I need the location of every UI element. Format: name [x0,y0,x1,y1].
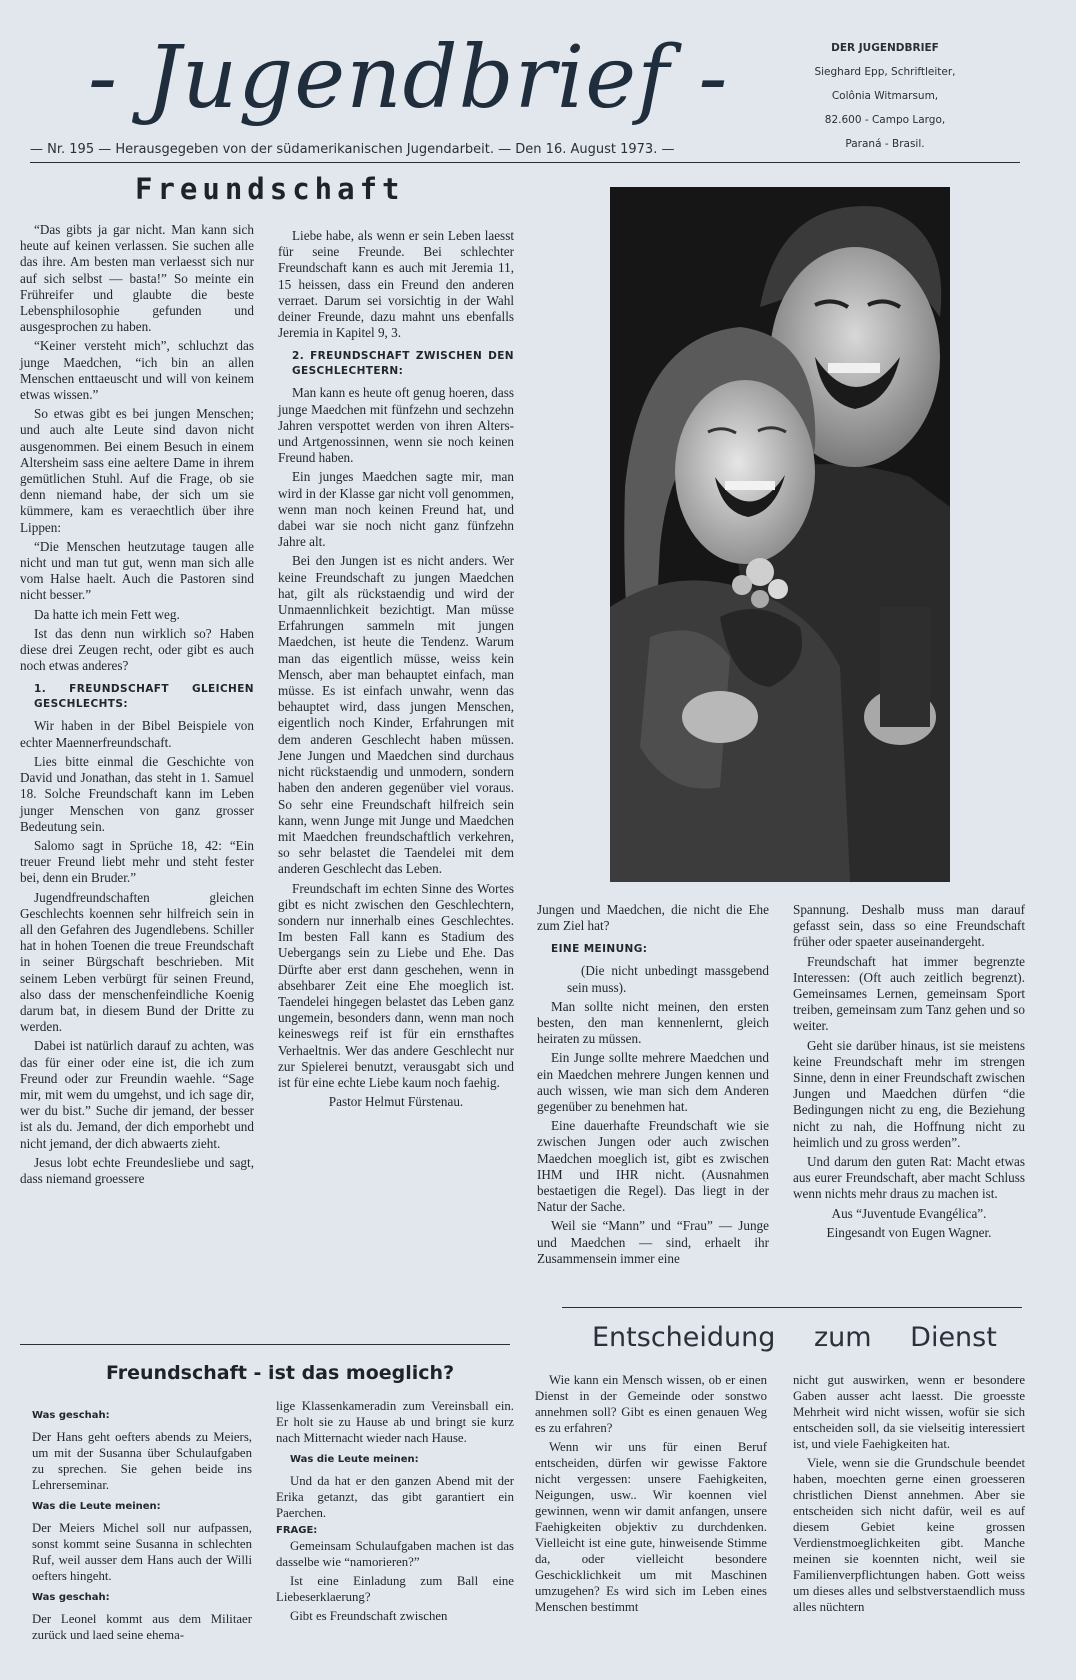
article2-column-right [276,1398,514,1627]
imprint-block [810,36,960,156]
paragraph: Gemeinsam Schulaufgaben machen ist das dasselbe wie “namorieren?” [276,1539,514,1569]
imprint-line: Paraná - Brasil. [845,138,925,150]
paragraph: “Das gibts ja gar nicht. Man kann sich heute auf keinen verlassen. Sie suchen alle das ihre. Am besten man verlaesst sich nur auf sich selbst — basta!” So meinte ein Frühreifer und glaubte die beste Lebensphilosophie gefunden und ausgesprochen zu haben. [20,222,254,335]
paragraph: Liebe habe, als wenn er sein Leben laesst für seine Freunde. Bei schlechter Freundschaft kann es auch mit Jeremia 11, 15 heissen, dass ein Freund den anderen verraet. Darum sei vorsichtig in der Wahl deiner Freunde, dazu mahnt uns ebenfalls Jeremia in Kapitel 9, 3. [278,228,514,341]
paragraph: Man kann es heute oft genug hoeren, dass junge Maedchen mit fünfzehn und sechzehn Jahren verspottet werden von ihren Alters- und Artgenossinnen, wenn sie noch keinen Freund haben. [278,385,514,466]
paragraph: Wenn wir uns für einen Beruf entscheiden, dürfen wir gewisse Faktore nicht vergessen: unsere Faehigkeiten, Neigungen, usw.. Wir koennen viel gewinnen, wenn wir damit anfangen, unsere Faehigkeiten objektiv zu durchdenken. Vielleicht ist eine gute, hinweisende Stimme da, oder vielleicht besondere Geschicklichkeit um mit Maschinen umzugehen? Es wird sich im Leben eines Menschen bestimmt [535,1440,767,1614]
section-heading: 2. FREUNDSCHAFT ZWISCHEN DEN GESCHLECHTERN: [292,350,514,378]
article-title: Freundschaft [135,172,405,206]
block-label: Was geschah: [32,1592,110,1603]
article-title: Entscheidung zum Dienst [592,1322,997,1353]
paragraph: (Die nicht unbedingt massgebend sein muss). [567,963,769,995]
block-label: Was geschah: [32,1410,110,1421]
paragraph: Geht sie darüber hinaus, ist sie meistens keine Freundschaft mehr im strengen Sinne, denn in einer Freundschaft zwischen Jungen und Maedchen dürfen “die Bedingungen nicht zu eng, die Beziehung nicht zu nah, die Hoffnung nicht zu heimlich und zu gross werden”. [793,1037,1025,1150]
paragraph: Und da hat er den ganzen Abend mit der Erika getanzt, das gibt garantiert ein Paerchen. [276,1474,514,1520]
section-heading: EINE MEINUNG: [551,943,648,956]
paragraph: Ist das denn nun wirklich so? Haben diese drei Zeugen recht, oder gibt es auch noch etwas anderes? [20,625,254,674]
block-label: Was die Leute meinen: [32,1501,161,1512]
paragraph: Und darum den guten Rat: Macht etwas aus eurer Freundschaft, aber macht Schluss wenn nichts mehr draus zu machen ist. [793,1154,1025,1202]
photo-illustration [610,187,950,882]
paragraph: Ein Junge sollte mehrere Maedchen und ein Maedchen mehrere Jungen kennen und auch wissen, wie man sich dem Anderen gegenüber zu benehmen hat. [537,1050,769,1115]
paragraph: nicht gut auswirken, wenn er besondere Gaben ausser acht laesst. Die groesste Mehrheit wird nicht wissen, wofür sie sich entscheiden soll, da sie vielseitig interessiert ist, und viele Faehigkeiten hat. [793,1373,1025,1451]
laughing-couple-photo [610,187,950,882]
paragraph: Wir haben in der Bibel Beispiele von echter Maennerfreundschaft. [20,718,254,750]
paragraph: Gibt es Freundschaft zwischen [290,1609,448,1623]
paragraph: Weil sie “Mann” und “Frau” — Junge und Maedchen — sind, erhaelt ihr Zusammensein immer eine [537,1218,769,1266]
paragraph: Freundschaft im echten Sinne des Wortes gibt es nicht zwischen den Geschlechtern, sondern nur innerhalb eines Geschlechtes. Im besten Fall kann es Stadium des Uebergangs sein zu Liebe und Ehe. Das Dürfte aber erst dann geschehen, wenn in absehbarer Zeit eine Ehe moeglich ist. Taendelei hingegen belastet das Leben ganz ungemein, besonders dann, wenn man noch keineswegs reif ist für ein ernsthaftes Verhaeltnis. Wer das andere Geschlecht nur zur Spielerei benutzt, verausgabt sich und ist für eine echte Liebe kaum noch faehig. [278,880,514,1090]
paragraph: Ein junges Maedchen sagte mir, man wird in der Klasse gar nicht voll genommen, wenn man noch keinen Freund hat, und dabei war sie noch nicht ganz fünfzehn Jahre alt. [278,469,514,550]
issue-line: — Nr. 195 — Herausgegeben von der südamerikanischen Jugendarbeit. — Den 16. August 1973. — [30,142,675,157]
paragraph: lige Klassenkameradin zum Vereinsball ein. Er holt sie zu Hause ab und bringt sie kurz nach Mitternacht wieder nach Hause. [276,1399,514,1445]
paragraph: Jungen und Maedchen, die nicht die Ehe zum Ziel hat? [537,902,769,934]
article-column-1 [20,222,254,1190]
paragraph: So etwas gibt es bei jungen Menschen; und auch alte Leute sind davon nicht ausgenommen. Bei einem Besuch in einem Altersheim sass eine aeltere Dame in ihrem gemütlichen Stuhl. Auf die Frage, ob sie denn niemand habe, der sich um sie kümmere, kam es veraechtlich über ihre Lippen: [20,406,254,535]
paragraph: Spannung. Deshalb muss man darauf gefasst sein, dass so eine Freundschaft früher oder spaeter auseinandergeht. [793,902,1025,950]
paragraph: Freundschaft hat immer begrenzte Interessen: (Oft auch zeitlich begrenzt). Gemeinsames Lernen, gemeinsam Sport treiben, gemeinsam zum Tanz gehen und so weiter. [793,953,1025,1034]
paragraph: Jugendfreundschaften gleichen Geschlechts koennen sehr hilfreich sein in all den Gefahren des Jugendlebens. Schiller hat in hohen Toenen die treue Freundschaft in seiner Bürgschaft beschrieben. Mit seinem Leben verbürgt für seinen Freund, also dass der menschenfeindliche Koenig darum bat, in diesem Bund der Dritte zu werden. [20,889,254,1035]
author-signature: Pastor Helmut Fürstenau. [328,1094,464,1110]
imprint-line: Colônia Witmarsum, [831,90,939,102]
header-rule [30,162,1020,163]
masthead-title: - Jugendbrief - [88,28,729,128]
section-rule [20,1344,510,1345]
article3-column-right [793,1372,1025,1618]
block-label: FRAGE: [276,1525,318,1536]
article-title: Freundschaft - ist das moeglich? [106,1362,455,1384]
paragraph: Der Hans geht oefters abends zu Meiers, um mit der Susanna über Schulaufgaben zu sprechen. Sie gehen beide ins Lehrerseminar. [32,1430,252,1492]
paragraph: Wie kann ein Mensch wissen, ob er einen Dienst in der Gemeinde oder sonstwo annehmen soll? Gibt es einen genauen Weg es zu erfahren? [535,1373,767,1435]
article-column-3 [537,902,769,1270]
paragraph: Der Leonel kommt aus dem Militaer zurück und laed seine ehema- [32,1612,252,1642]
paragraph: “Die Menschen heutzutage taugen alle nicht und man tut gut, wenn man sich alle vom Halse haelt. Auch die Pastoren sind nicht besser.” [20,538,254,603]
article-column-2 [278,228,514,1113]
paragraph: Da hatte ich mein Fett weg. [34,606,180,622]
block-label: Was die Leute meinen: [290,1454,419,1465]
paragraph: “Keiner versteht mich”, schluchzt das junge Maedchen, “ich bin an allen Menschen enttaeuscht und will von keinem etwas wissen.” [20,338,254,403]
paragraph: Viele, wenn sie die Grundschule beendet haben, moechten gerne einen groesseren christlichen Dienst annehmen. Aber sie entscheiden sich nicht dafür, weil es auf diesem Gebiet keine grossen Verdienstmoeglichkeiten gibt. Manche meinen sie koennten nicht, weil sie Familienverpflichtungen haben. Gott weiss um dieses alles und selbstverstaendlich muss alles nüchtern [793,1456,1025,1614]
paragraph: Dabei ist natürlich darauf zu achten, was das für einer oder eine ist, die ich zum Freund oder zur Freundin waehle. “Sage mir, mit wem du umgehst, und ich sage dir, wer du bist.” Suche dir jemand, der besser ist als du. Jemand, der dich emporhebt und nicht jemand, der dich abwaerts zieht. [20,1038,254,1151]
paragraph: Man sollte nicht meinen, den ersten besten, den man kennenlernt, gleich heiraten zu müssen. [537,998,769,1047]
article-column-4 [793,902,1025,1244]
source-credit: Aus “Juventude Evangélica”. [831,1205,987,1221]
paragraph: Eine dauerhafte Freundschaft wie sie zwischen Jungen oder auch zwischen Maedchen moeglich ist, gibt es zwischen IHM und IHR nicht. (Ausnahmen bestaetigen die Regel). Das liegt in der Natur der Sache. [537,1118,769,1215]
article2-column-left [32,1402,252,1646]
imprint-line: DER JUGENDBRIEF [831,42,939,54]
paragraph: Bei den Jungen ist es nicht anders. Wer keine Freundschaft zu jungen Maedchen hat, gilt als rückstaendig und wird der Unmaennlichkeit bezichtigt. Man müsse Erfahrungen sammeln mit jungen Maedchen, ist heute die Tendenz. Warum man das eigentlich müsse, weiss kein Mensch, aber man behauptet einfach, man müsse. Es ist einfach unwahr, wenn das behauptet wird, dass jungen Menschen, eigentlich noch Kinder, Erfahrungen mit dem anderen Geschlecht haben müssen. Jene Jungen und Maedchen sind durchaus nicht rückstaendig und unmodern, sondern haben den anderen gegenüber viel voraus. So sehr eine Freundschaft hilfreich sein kann, wenn Junge mit Junge und Maedchen mit Maedchen freundschaftlich verkehren, so sehr belastet die Taendelei mit dem anderen Geschlecht das Leben. [278,553,514,877]
article3-column-left [535,1372,767,1618]
paragraph: Ist eine Einladung zum Ball eine Liebeserklaerung? [276,1574,514,1604]
paragraph: Jesus lobt echte Freundesliebe und sagt, dass niemand groessere [20,1154,254,1186]
sender-credit: Eingesandt von Eugen Wagner. [826,1224,992,1240]
imprint-line: 82.600 - Campo Largo, [824,114,946,126]
paragraph: Lies bitte einmal die Geschichte von David und Jonathan, das steht in 1. Samuel 18. Solche Freundschaft kann im Leben junger Menschen von ganz grosser Bedeutung sein. [20,753,254,834]
section-rule [562,1307,1022,1308]
section-heading: 1. FREUNDSCHAFT GLEICHEN GESCHLECHTS: [34,683,254,711]
imprint-line: Sieghard Epp, Schriftleiter, [814,66,956,78]
paragraph: Der Meiers Michel soll nur aufpassen, sonst kommt seine Susanna in schlechten Ruf, weil ausser dem Hans auch der Willi oefters hingeht. [32,1521,252,1583]
paragraph: Salomo sagt in Sprüche 18, 42: “Ein treuer Freund liebt mehr und steht fester bei, denn ein Bruder.” [20,837,254,886]
